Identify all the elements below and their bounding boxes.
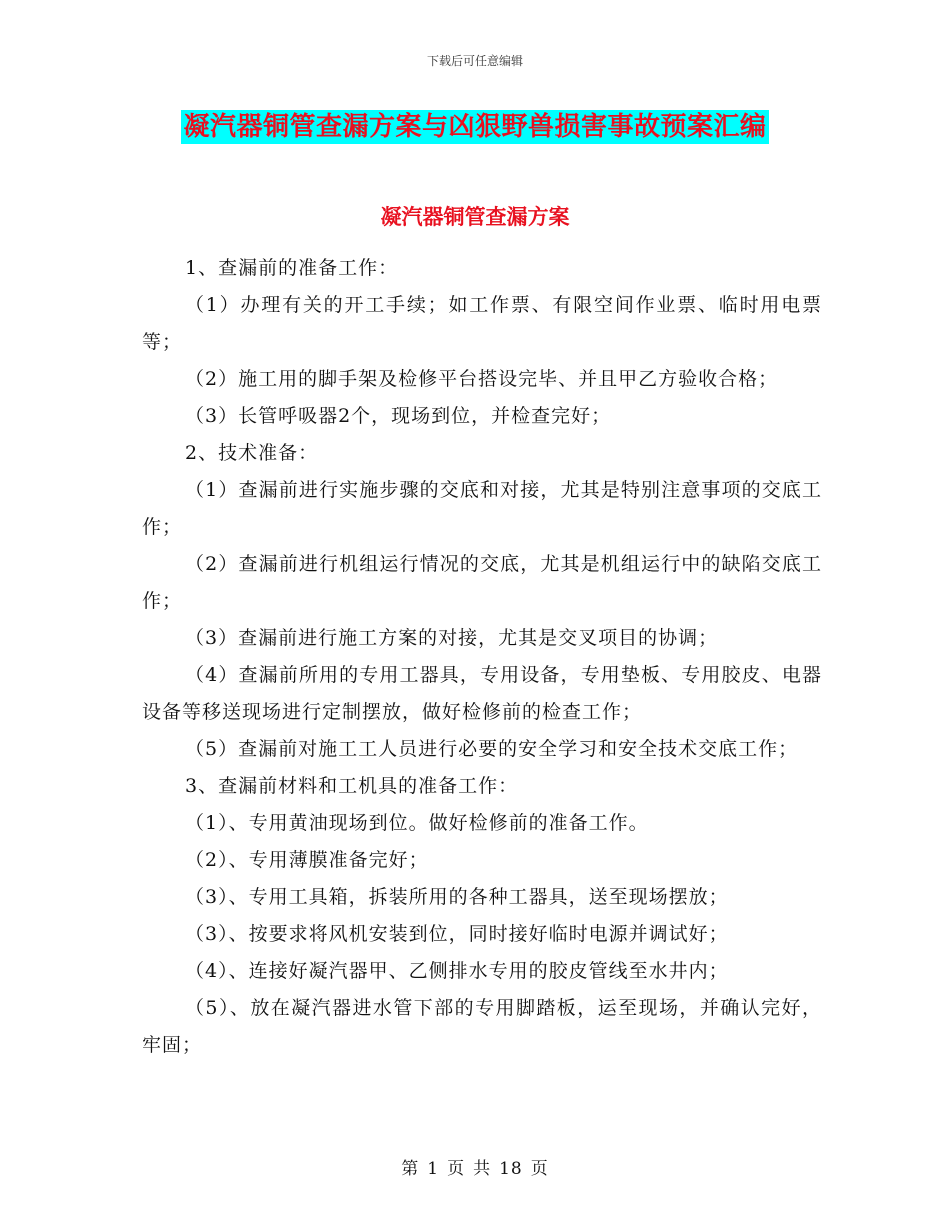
paragraph: （4）查漏前所用的专用工器具，专用设备，专用垫板、专用胶皮、电器设备等移送现场进行定制摆放，做好检修前的检查工作； — [142, 664, 822, 723]
footer-page-number: 1 — [427, 1159, 440, 1179]
paragraph: （1）办理有关的开工手续；如工作票、有限空间作业票、临时用电票等； — [142, 294, 822, 353]
footer-page-label: 页 — [447, 1159, 466, 1179]
paragraph: （2）查漏前进行机组运行情况的交底，尤其是机组运行中的缺陷交底工作； — [142, 553, 822, 612]
paragraph: （2）、专用薄膜准备完好； — [185, 849, 429, 871]
paragraph: （1）查漏前进行实施步骤的交底和对接，尤其是特别注意事项的交底工作； — [142, 479, 822, 538]
footer-suffix: 页 — [530, 1159, 549, 1179]
paragraph: （3）、按要求将风机安装到位，同时接好临时电源并调试好； — [185, 923, 729, 945]
document-body — [142, 250, 822, 1064]
paragraph: （3）、专用工具箱，拆装所用的各种工器具，送至现场摆放； — [185, 886, 729, 908]
paragraph: （3）长管呼吸器2个，现场到位，并检查完好； — [185, 405, 612, 427]
footer-total-label: 共 — [473, 1159, 492, 1179]
document-title: 凝汽器铜管查漏方案与凶狠野兽损害事故预案汇编 — [183, 112, 767, 142]
paragraph: （4）、连接好凝汽器甲、乙侧排水专用的胶皮管线至水井内； — [185, 960, 729, 982]
page-footer — [0, 1154, 950, 1179]
section-title: 凝汽器铜管查漏方案 — [380, 204, 570, 229]
paragraph: （5）、放在凝汽器进水管下部的专用脚踏板，运至现场，并确认完好，牢固； — [142, 997, 822, 1056]
paragraph: 1、查漏前的准备工作： — [185, 257, 399, 279]
paragraph: 3、查漏前材料和工机具的准备工作： — [185, 775, 519, 797]
header-note: 下载后可任意编辑 — [426, 54, 523, 68]
paragraph: （5）查漏前对施工工人员进行必要的安全学习和安全技术交底工作； — [185, 738, 799, 760]
paragraph: （3）查漏前进行施工方案的对接，尤其是交叉项目的协调； — [185, 627, 719, 649]
paragraph: （2）施工用的脚手架及检修平台搭设完毕、并且甲乙方验收合格； — [185, 368, 779, 390]
paragraph: 2、技术准备： — [185, 442, 319, 464]
paragraph: （1）、专用黄油现场到位。做好检修前的准备工作。 — [185, 812, 649, 834]
document-title-container — [0, 110, 950, 144]
footer-total-pages: 18 — [499, 1159, 523, 1179]
footer-prefix: 第 — [401, 1159, 420, 1179]
